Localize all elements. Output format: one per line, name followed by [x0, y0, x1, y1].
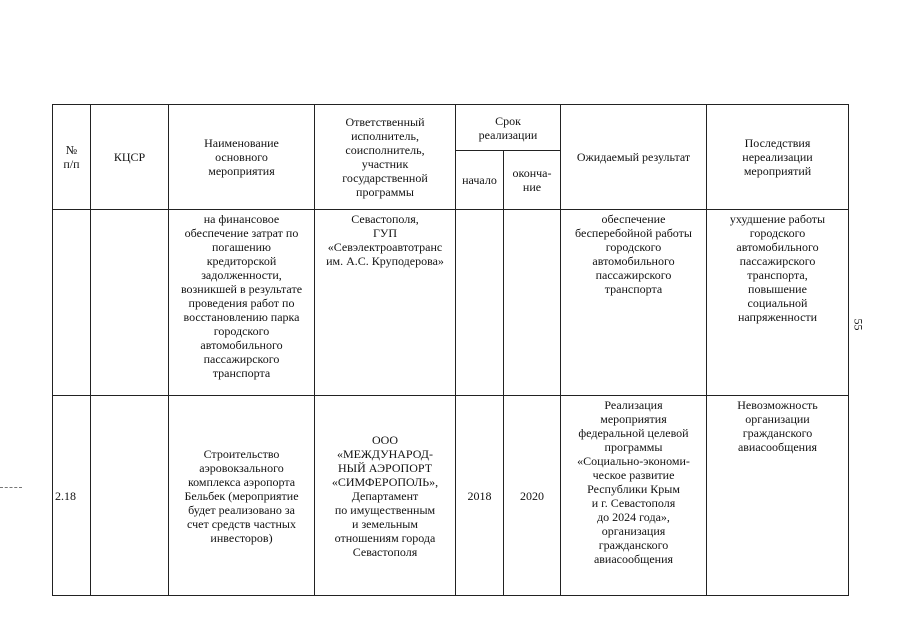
- header-end: оконча- ние: [504, 151, 561, 210]
- cell-kcsr: [91, 210, 169, 396]
- cell-consequences: ухудшение работы городского автомобильного пассажирского транспорта, повышение социальной напряженности: [707, 210, 849, 396]
- header-start: начало: [456, 151, 504, 210]
- cell-start: 2018: [456, 396, 504, 596]
- cell-result: обеспечение бесперебойной работы городского автомобильного пассажирского транспорта: [561, 210, 707, 396]
- header-consequences: Последствия нереализации мероприятий: [707, 105, 849, 210]
- cell-name: Строительство аэровокзального комплекса аэропорта Бельбек (мероприятие будет реализовано за счет средств частных инвесторов): [169, 396, 315, 596]
- header-kcsr: КЦСР: [91, 105, 169, 210]
- cell-consequences: Невозможность организации гражданского авиасообщения: [707, 396, 849, 596]
- cell-end: [504, 210, 561, 396]
- cell-result: Реализация мероприятия федеральной целевой программы «Социально-экономи- ческое развитие Республики Крым и г. Севастополя до 2024 года», организация гражданского авиасообщения: [561, 396, 707, 596]
- cell-responsible: ООО «МЕЖДУНАРОД- НЫЙ АЭРОПОРТ «СИМФЕРОПОЛЬ», Департамент по имущественным и земельным отношениям города Севастополя: [315, 396, 456, 596]
- cell-num: 2.18: [53, 396, 91, 596]
- header-responsible: Ответственный исполнитель, соисполнитель, участник государственной программы: [315, 105, 456, 210]
- cell-start: [456, 210, 504, 396]
- page-number: 55: [851, 318, 866, 331]
- header-name: Наименование основного мероприятия: [169, 105, 315, 210]
- table-row: [53, 210, 849, 396]
- cell-num: [53, 210, 91, 396]
- header-result: Ожидаемый результат: [561, 105, 707, 210]
- margin-dash-mark: [0, 487, 22, 488]
- cell-name: на финансовое обеспечение затрат по погашению кредиторской задолженности, возникшей в результате проведения работ по восстановлению парка городского автомобильного пассажирского транспорта: [169, 210, 315, 396]
- header-num: № п/п: [53, 105, 91, 210]
- cell-end: 2020: [504, 396, 561, 596]
- table-row: [53, 396, 849, 596]
- cell-kcsr: [91, 396, 169, 596]
- header-deadline: Срок реализации: [456, 105, 561, 151]
- cell-responsible: Севастополя, ГУП «Севэлектроавтотранс им. А.С. Круподерова»: [315, 210, 456, 396]
- measures-table: [52, 104, 849, 596]
